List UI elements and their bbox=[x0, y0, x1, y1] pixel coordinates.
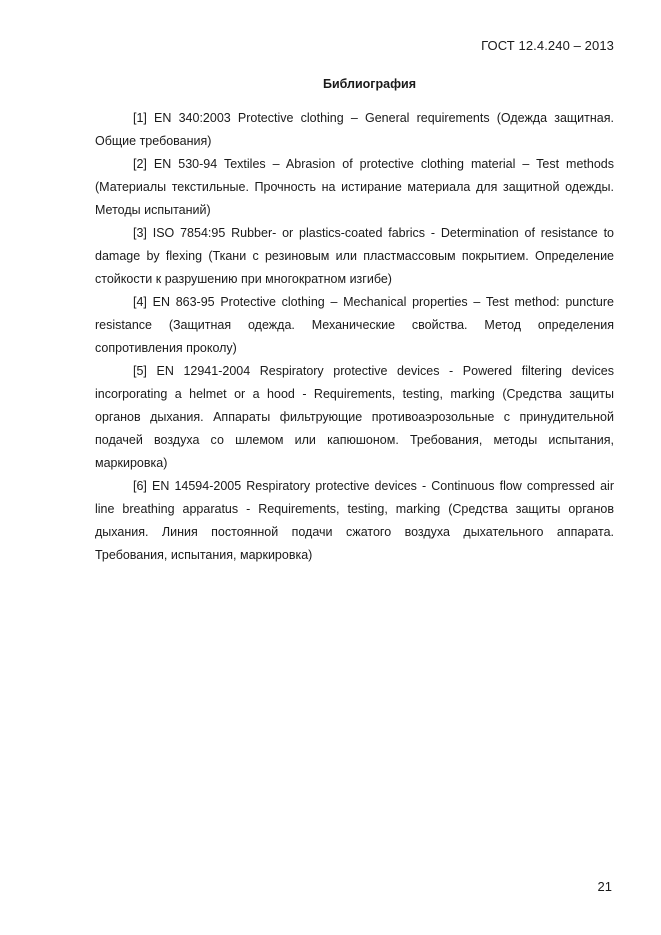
standard-code-header: ГОСТ 12.4.240 – 2013 bbox=[481, 38, 614, 53]
reference-item-4: [4] EN 863-95 Protective clothing – Mechanical properties – Test method: puncture resistance (Защитная одежда. Механические свойства. Метод определения сопротивления проколу) bbox=[95, 295, 614, 355]
reference-item-6: [6] EN 14594-2005 Respiratory protective devices - Continuous flow compressed air line breathing apparatus - Requirements, testing, marking (Средства защиты органов дыхания. Линия постоянной подачи сжатого воздуха дыхательного аппарата. Требования, испытания, маркировка) bbox=[95, 479, 614, 562]
reference-item-3: [3] ISO 7854:95 Rubber- or plastics-coated fabrics - Determination of resistance to damage by flexing (Ткани с резиновым или пластмассовым покрытием. Определение стойкости к разрушению при многократном изгибе) bbox=[95, 226, 614, 286]
page-number: 21 bbox=[597, 879, 612, 894]
reference-item-1: [1] EN 340:2003 Protective clothing – General requirements (Одежда защитная. Общие требования) bbox=[95, 111, 614, 148]
reference-list bbox=[95, 107, 614, 567]
reference-item-2: [2] EN 530-94 Textiles – Abrasion of protective clothing material – Test methods (Материалы текстильные. Прочность на истирание материала для защитной одежды. Методы испытаний) bbox=[95, 157, 614, 217]
bibliography-title: Библиография bbox=[322, 77, 417, 91]
reference-item-5: [5] EN 12941-2004 Respiratory protective devices - Powered filtering devices incorporating a helmet or a hood - Requirements, testing, marking (Средства защиты органов дыхания. Аппараты фильтрующие противоаэрозольные с принудительной подачей воздуха со шлемом или капюшоном. Требования, методы испытания, маркировка) bbox=[95, 364, 614, 470]
